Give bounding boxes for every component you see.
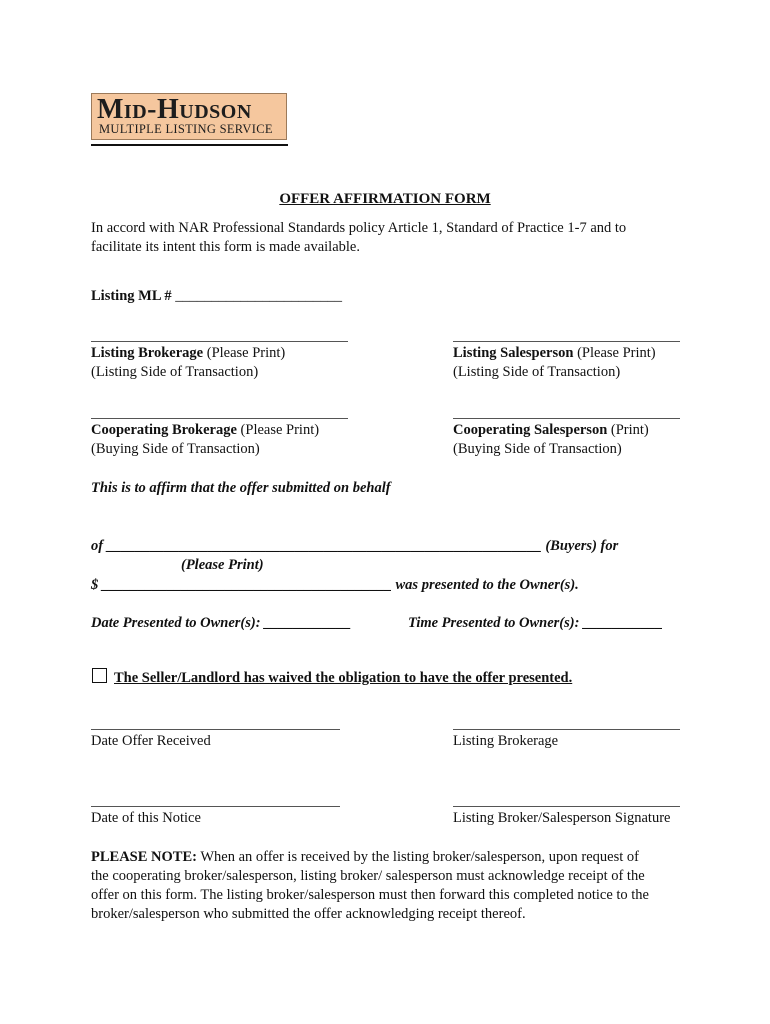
note-line-1 bbox=[91, 848, 639, 867]
time-presented-field[interactable]: ___________ bbox=[583, 615, 663, 631]
cooperating-brokerage-note: (Please Print) bbox=[236, 422, 320, 438]
note-label: PLEASE NOTE: bbox=[91, 849, 197, 865]
amount-row bbox=[91, 576, 579, 595]
listing-brokerage-side: (Listing Side of Transaction) bbox=[91, 364, 259, 380]
waiver-text: The Seller/Landlord has waived the obligation to have the offer presented. bbox=[114, 670, 573, 686]
listing-salesperson-note: (Please Print) bbox=[573, 345, 656, 361]
cooperating-brokerage-caption bbox=[91, 421, 319, 440]
date-offer-received-line[interactable] bbox=[91, 729, 340, 730]
date-offer-received-label: Date Offer Received bbox=[91, 733, 211, 749]
cooperating-brokerage-label: Cooperating Brokerage bbox=[91, 422, 237, 438]
date-presented-field[interactable]: ____________ bbox=[264, 615, 352, 631]
intro-line-2: facilitate its intent this form is made available. bbox=[91, 239, 360, 255]
buyers-prefix: of bbox=[91, 538, 107, 554]
logo-title: Mid-Hudson bbox=[97, 94, 252, 125]
listing-salesperson-caption bbox=[453, 344, 656, 363]
listing-ml-label: Listing ML # bbox=[91, 288, 172, 304]
listing-ml-field[interactable]: _______________________ bbox=[175, 288, 342, 304]
listing-ml-row bbox=[91, 287, 342, 306]
amount-prefix: $ bbox=[91, 577, 102, 593]
mid-hudson-logo bbox=[91, 93, 287, 140]
listing-brokerage-caption bbox=[91, 344, 285, 363]
cooperating-salesperson-line[interactable] bbox=[453, 418, 680, 419]
cooperating-salesperson-caption bbox=[453, 421, 649, 440]
listing-brokerage-sig-label: Listing Brokerage bbox=[453, 733, 559, 749]
logo-underline bbox=[91, 144, 288, 146]
cooperating-brokerage-side: (Buying Side of Transaction) bbox=[91, 441, 260, 457]
listing-brokerage-sig-line[interactable] bbox=[453, 729, 680, 730]
cooperating-salesperson-label: Cooperating Salesperson bbox=[453, 422, 608, 438]
note-line-2: the cooperating broker/salesperson, listing broker/ salesperson must acknowledge receipt of the bbox=[91, 868, 645, 884]
cooperating-salesperson-note: (Print) bbox=[607, 422, 649, 438]
cooperating-brokerage-line[interactable] bbox=[91, 418, 348, 419]
note-line-3: offer on this form. The listing broker/salesperson must then forward this completed notice to the bbox=[91, 887, 649, 903]
listing-brokerage-note: (Please Print) bbox=[203, 345, 286, 361]
broker-signature-label: Listing Broker/Salesperson Signature bbox=[453, 810, 671, 826]
listing-salesperson-side: (Listing Side of Transaction) bbox=[453, 364, 621, 380]
please-print-note: (Please Print) bbox=[181, 557, 264, 573]
buyers-suffix: (Buyers) for bbox=[541, 538, 619, 554]
buyers-field[interactable]: ____________________________________________________________ bbox=[106, 538, 542, 554]
listing-brokerage-line[interactable] bbox=[91, 341, 348, 342]
waiver-checkbox[interactable] bbox=[92, 668, 107, 683]
affirm-text: This is to affirm that the offer submitted on behalf bbox=[91, 480, 391, 496]
amount-suffix: was presented to the Owner(s). bbox=[391, 577, 579, 593]
time-presented-row bbox=[408, 614, 663, 633]
buyers-row bbox=[91, 537, 618, 556]
logo-subtitle: MULTIPLE LISTING SERVICE bbox=[99, 122, 273, 136]
time-presented-label: Time Presented to Owner(s): bbox=[408, 615, 580, 631]
broker-signature-line[interactable] bbox=[453, 806, 680, 807]
date-of-notice-label: Date of this Notice bbox=[91, 810, 201, 826]
date-presented-row bbox=[91, 614, 351, 633]
listing-salesperson-line[interactable] bbox=[453, 341, 680, 342]
date-presented-label: Date Presented to Owner(s): bbox=[91, 615, 261, 631]
intro-line-1: In accord with NAR Professional Standards policy Article 1, Standard of Practice 1-7 and to bbox=[91, 220, 627, 236]
form-title: OFFER AFFIRMATION FORM bbox=[279, 191, 491, 207]
cooperating-salesperson-side: (Buying Side of Transaction) bbox=[453, 441, 622, 457]
date-of-notice-line[interactable] bbox=[91, 806, 340, 807]
note-text-1: When an offer is received by the listing broker/salesperson, upon request of bbox=[196, 849, 639, 865]
note-line-4: broker/salesperson who submitted the offer acknowledging receipt thereof. bbox=[91, 906, 526, 922]
amount-field[interactable]: ________________________________________ bbox=[101, 577, 392, 593]
listing-salesperson-label: Listing Salesperson bbox=[453, 345, 574, 361]
listing-brokerage-label: Listing Brokerage bbox=[91, 345, 204, 361]
